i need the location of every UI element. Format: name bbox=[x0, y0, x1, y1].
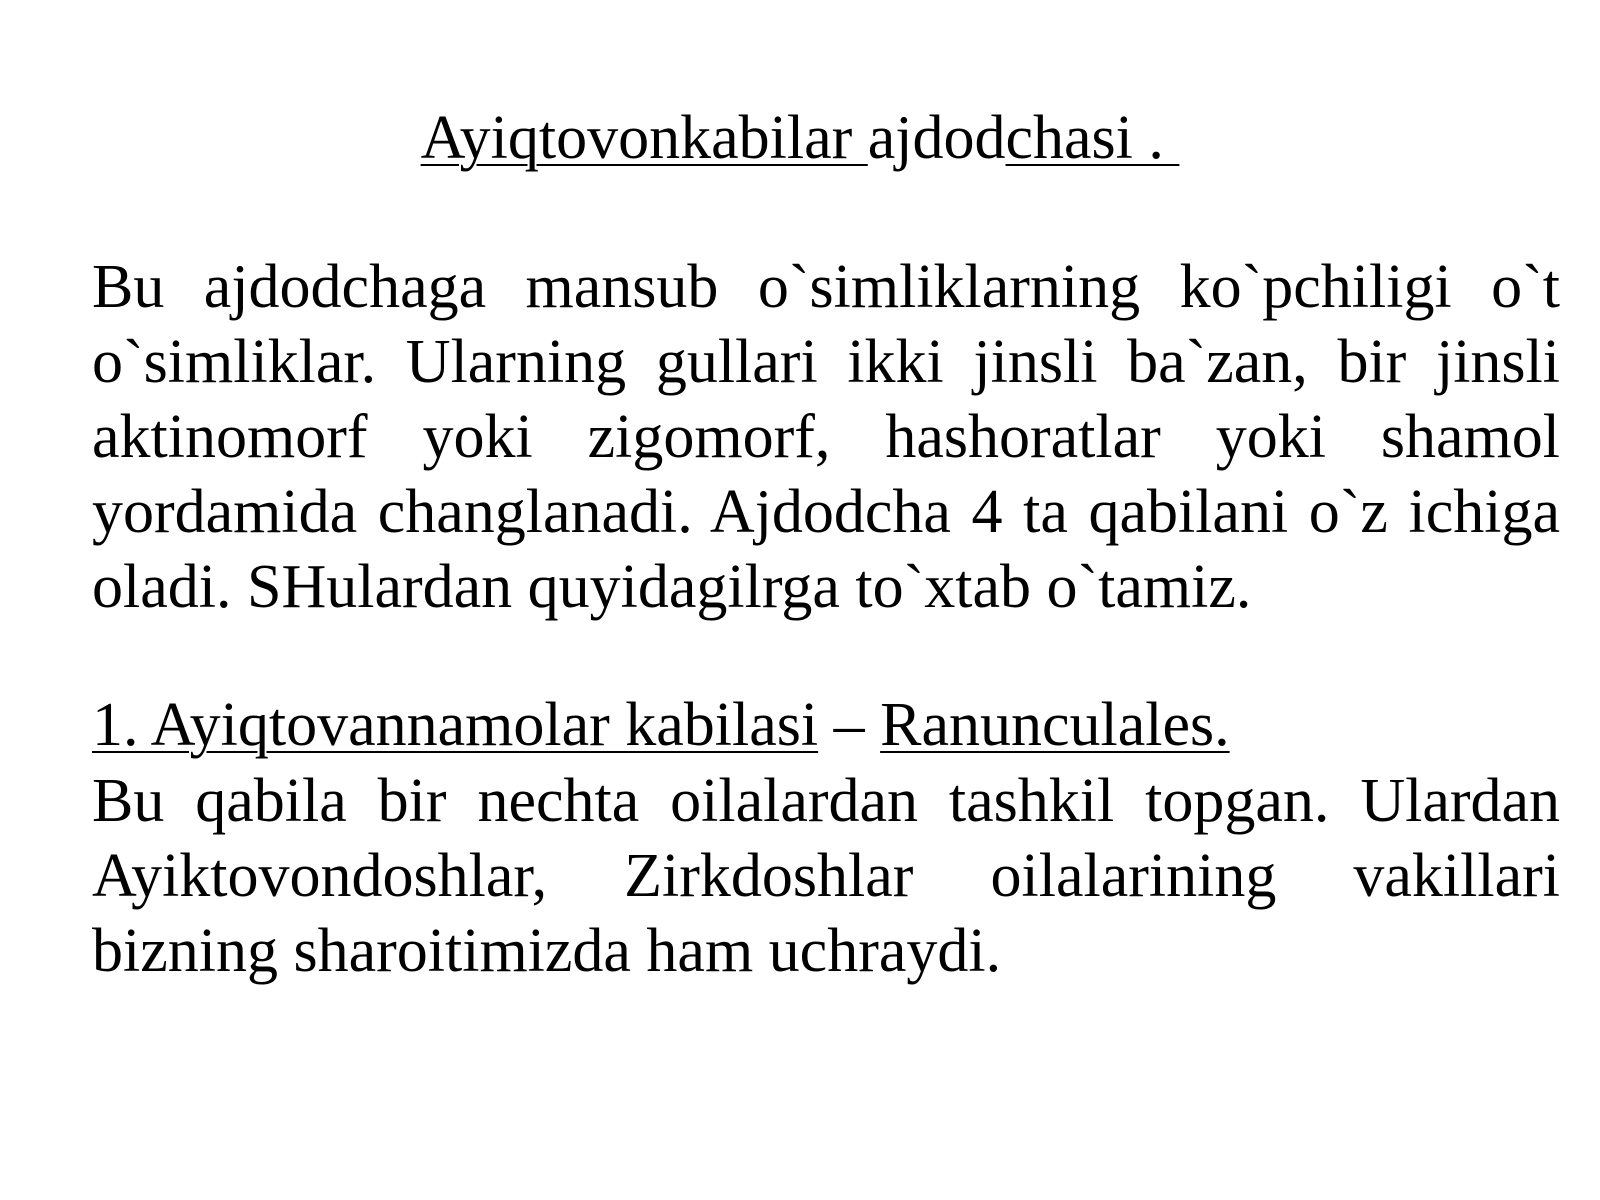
section-heading-latin: Ranunculales. bbox=[880, 691, 1230, 759]
intro-paragraph: Bu ajdodchaga mansub o`simliklarning ko`pchiligi o`t o`simliklar. Ularning gullari ikki jinsli ba`zan, bir jinsli aktinomorf yoki zigomorf, hashoratlar yoki shamol yordamida changlanadi. Ajdodcha 4 ta qabilani o`z ichiga oladi. SHulardan quyidagilrga to`xtab o`tamiz. bbox=[92, 253, 1560, 621]
page-title bbox=[0, 100, 1600, 176]
title-part-2: ajdod bbox=[867, 104, 1006, 172]
section-paragraph: Bu qabila bir nechta oilalardan tashkil topgan. Ulardan Ayiktovondoshlar, Zirkdoshlar oilalarining vakillari bizning sharoitimizda ham uchraydi. bbox=[92, 767, 1560, 985]
section-heading-dash: – bbox=[818, 691, 881, 759]
title-part-3: chasi . bbox=[1005, 104, 1180, 172]
title-part-1: Ayiqtovonkabilar bbox=[420, 104, 868, 172]
section-heading-name: 1. Ayiqtovannamolar kabilasi bbox=[92, 691, 819, 759]
section-heading bbox=[92, 688, 1560, 763]
